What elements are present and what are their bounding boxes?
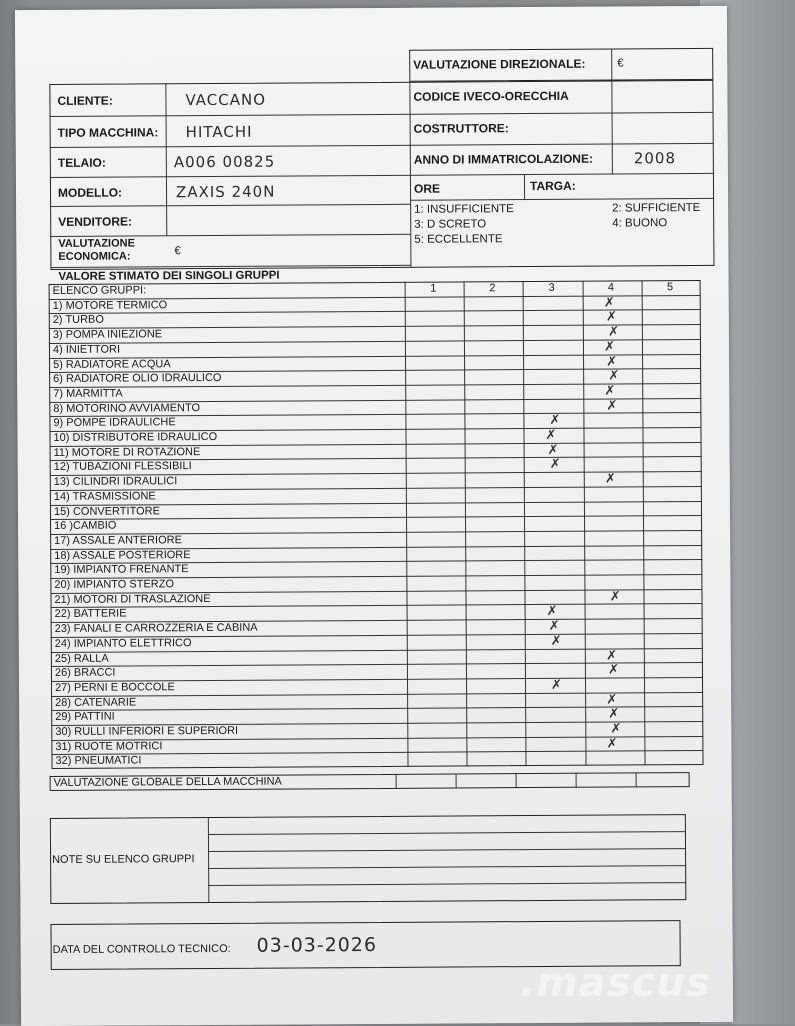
group-row-label: 3) POMPA INIEZIONE (52, 328, 163, 342)
rating-column-header: 4 (607, 281, 614, 294)
legend-5: 5: ECCELLENTE (414, 233, 503, 246)
group-row-label: 13) CILINDRI IDRAULICI (53, 475, 178, 489)
group-row-label: 18) ASSALE POSTERIORE (54, 548, 191, 562)
rating-mark: ✗ (604, 339, 616, 355)
group-row-label: 27) PERNI E BOCCOLE (55, 681, 175, 694)
valutazione-economica-label-1: VALUTAZIONE (58, 237, 135, 250)
elenco-gruppi-label: ELENCO GRUPPI: (52, 284, 147, 297)
rating-mark: ✗ (548, 618, 560, 635)
rating-mark: ✗ (545, 427, 557, 443)
rating-mark: ✗ (606, 398, 618, 414)
group-row-label: 14) TRASMISSIONE (53, 490, 156, 503)
group-row-label: 21) MOTORI DI TRASLAZIONE (54, 592, 211, 606)
group-row-label: 12) TUBAZIONI FLESSIBILI (53, 460, 192, 474)
rating-mark: ✗ (550, 677, 562, 693)
group-row-label: 16 )CAMBIO (54, 519, 117, 533)
valutazione-economica-label-2: ECONOMICA: (58, 250, 131, 263)
group-row-label: 26) BRACCI (54, 666, 116, 680)
rating-mark: ✗ (604, 383, 616, 399)
modello-value: ZAXIS 240N (175, 182, 276, 202)
rating-mark: ✗ (606, 354, 618, 370)
rating-mark: ✗ (605, 309, 617, 325)
rating-mark: ✗ (549, 457, 561, 473)
group-row-label: 11) MOTORE DI ROTAZIONE (53, 445, 201, 459)
group-row-label: 30) RULLI INFERIORI E SUPERIORI (55, 724, 239, 738)
rating-mark: ✗ (603, 295, 615, 311)
telaio-label: TELAIO: (57, 155, 106, 170)
group-row-label: 5) RADIATORE ACQUA (53, 357, 171, 371)
group-row-label: 1) MOTORE TERMICO (52, 298, 168, 312)
valutazione-economica-value: € (174, 245, 181, 258)
group-row-label: 6) RADIATORE OLIO IDRAULICO (53, 372, 222, 386)
mascus-watermark: .mascus (520, 960, 711, 1006)
rating-mark: ✗ (609, 589, 621, 605)
valore-stimato-label: VALORE STIMATO DEI SINGOLI GRUPPI (58, 269, 280, 283)
group-row-label: 29) PATTINI (55, 710, 115, 724)
group-row-label: 9) POMPE IDRAULICHE (53, 416, 176, 430)
rating-mark: ✗ (605, 648, 617, 664)
anno-label: ANNO DI IMMATRICOLAZIONE: (413, 151, 593, 167)
rating-mark: ✗ (550, 633, 562, 649)
group-row-label: 15) CONVERTITORE (53, 504, 160, 518)
cliente-value: VACCANO (185, 90, 267, 110)
group-row-label: 22) BATTERIE (54, 607, 127, 621)
valutazione-direzionale-label: VALUTAZIONE DIREZIONALE: (413, 56, 586, 72)
group-row-label: 23) FANALI E CARROZZERIA E CABINA (54, 621, 258, 636)
group-row-label: 17) ASSALE ANTERIORE (54, 534, 182, 547)
cliente-label: CLIENTE: (57, 93, 113, 108)
rating-mark: ✗ (608, 706, 620, 722)
rating-mark: ✗ (606, 692, 618, 708)
rating-mark: ✗ (608, 368, 620, 384)
anno-value: 2008 (633, 149, 677, 168)
modello-label: MODELLO: (57, 185, 123, 200)
rating-column-header: 5 (666, 281, 674, 294)
note-label: NOTE SU ELENCO GRUPPI (52, 853, 195, 866)
tipo-macchina-label: TIPO MACCHINA: (57, 125, 159, 140)
codice-label: CODICE IVECO-ORECCHIA (413, 88, 569, 104)
tipo-macchina-value: HITACHI (185, 122, 253, 142)
rating-column-header: 1 (430, 282, 437, 295)
rating-mark: ✗ (546, 604, 558, 620)
group-row-label: 8) MOTORINO AVVIAMENTO (53, 401, 201, 415)
rating-mark: ✗ (608, 324, 620, 340)
ore-label: ORE (413, 181, 441, 196)
group-row-label: 24) IMPIANTO ELETTRICO (54, 636, 192, 650)
group-row-label: 10) DISTRIBUTORE IDRAULICO (53, 430, 218, 444)
data-label: DATA DEL CONTROLLO TECNICO: (52, 942, 231, 956)
legend-4: 4: BUONO (612, 217, 668, 230)
rating-mark: ✗ (547, 442, 559, 458)
group-row-label: 4) INIETTORI (52, 343, 121, 356)
group-row-label: 32) PNEUMATICI (55, 754, 142, 768)
costruttore-label: COSTRUTTORE: (413, 121, 509, 136)
legend-3: 3: D SCRETO (414, 218, 487, 231)
inspection-sheet (15, 6, 733, 1026)
rating-column-header: 3 (548, 281, 555, 294)
rating-mark: ✗ (608, 662, 620, 678)
rating-mark: ✗ (610, 721, 622, 737)
legend-1: 1: INSUFFICIENTE (414, 203, 514, 216)
group-row-label: 7) MARMITTA (53, 387, 123, 400)
targa-label: TARGA: (529, 178, 576, 194)
rating-mark: ✗ (606, 736, 618, 752)
valutazione-direzionale-value: € (617, 57, 624, 70)
telaio-value: A006 00825 (173, 152, 276, 172)
legend-2: 2: SUFFICIENTE (612, 202, 701, 215)
data-value: 03-03-2026 (256, 933, 378, 957)
rating-column-header: 2 (489, 282, 496, 295)
group-row-label: 28) CATENARIE (55, 696, 137, 709)
group-row-label: 25) RALLA (54, 652, 109, 665)
group-row-label: 20) IMPIANTO STERZO (54, 578, 175, 591)
group-row-label: 19) IMPIANTO FRENANTE (54, 563, 189, 577)
rating-mark: ✗ (549, 413, 561, 429)
rating-mark: ✗ (604, 471, 616, 487)
group-row-label: 31) RUOTE MOTRICI (55, 739, 163, 753)
globale-label: VALUTAZIONE GLOBALE DELLA MACCHINA (53, 775, 282, 789)
group-row-label: 2) TURBO (52, 314, 104, 327)
venditore-label: VENDITORE: (58, 214, 133, 229)
